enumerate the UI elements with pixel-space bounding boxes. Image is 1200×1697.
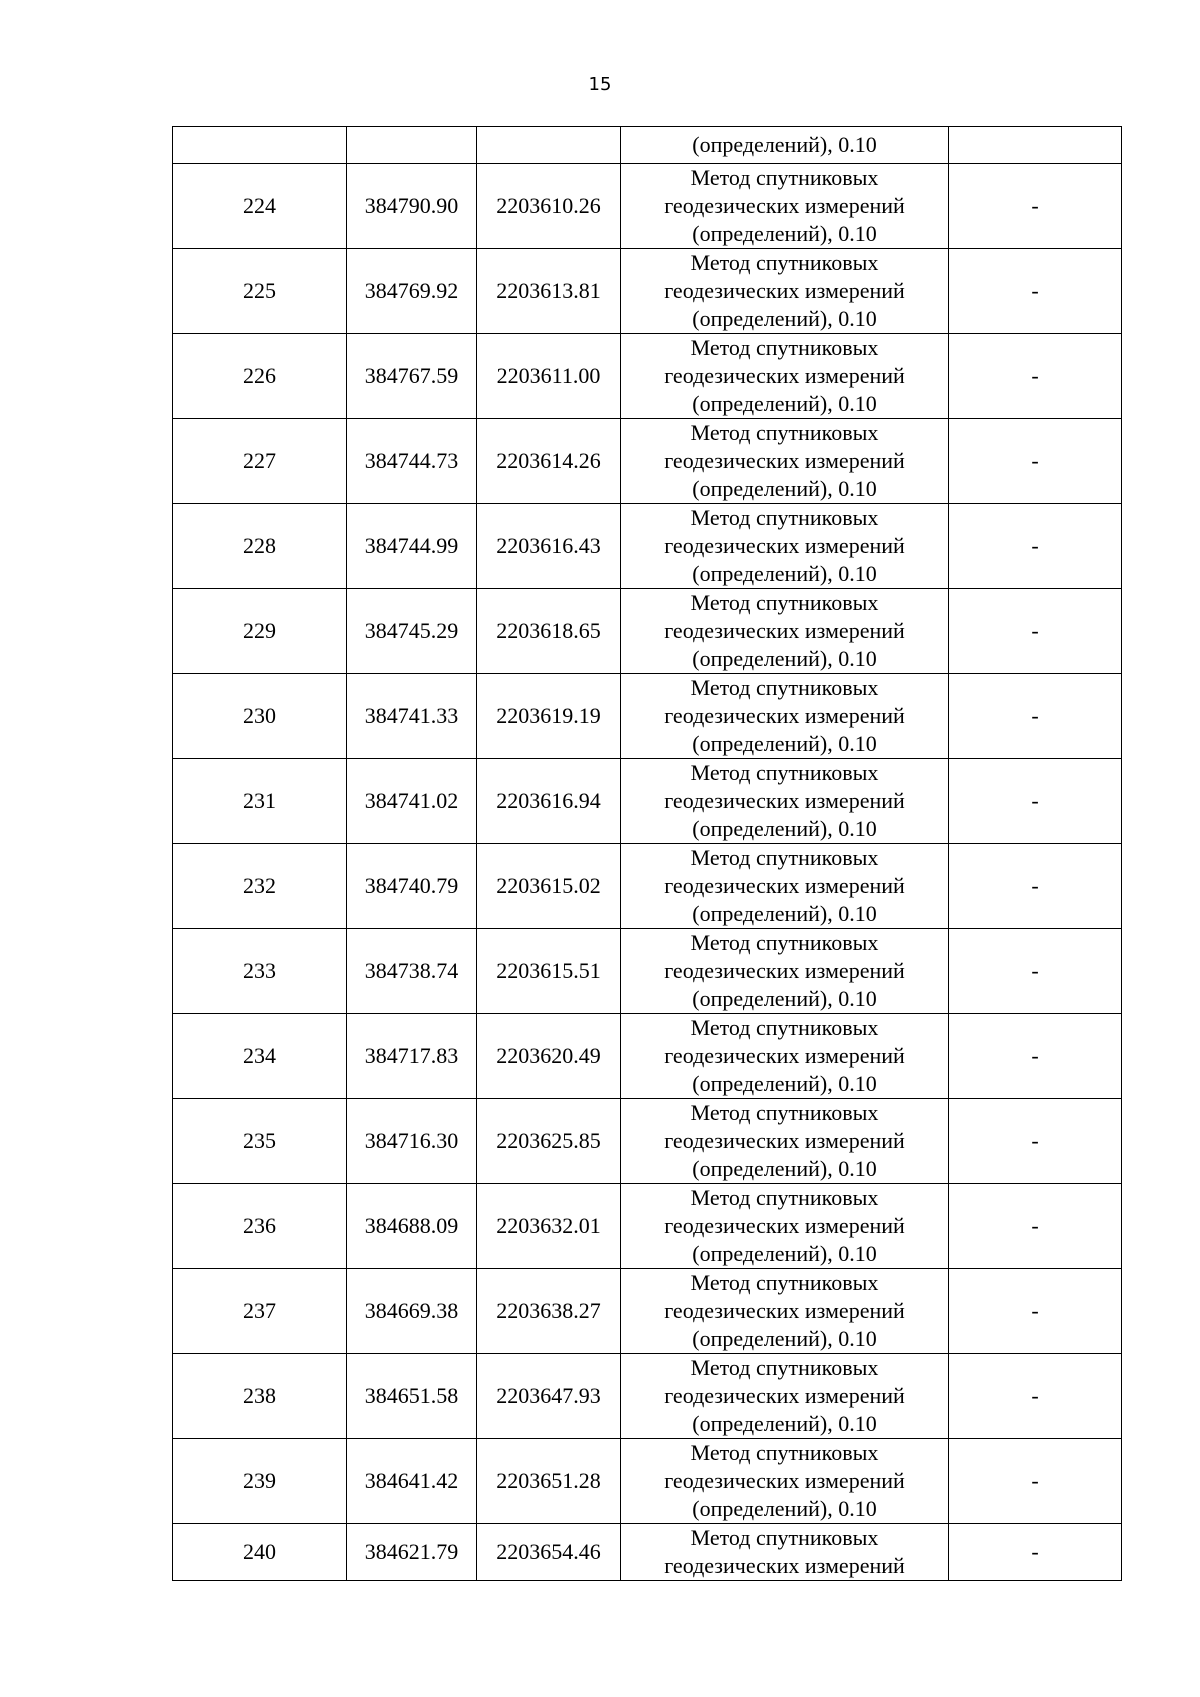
point-number-cell: 231 <box>173 759 347 844</box>
method-text-line: (определений), 0.10 <box>692 1496 877 1521</box>
method-text-line: геодезических измерений <box>664 363 905 388</box>
method-text-line: Метод спутниковых <box>690 1015 879 1040</box>
method-text-line: геодезических измерений <box>664 1213 905 1238</box>
method-text-line: (определений), 0.10 <box>692 306 877 331</box>
point-number-cell: 239 <box>173 1439 347 1524</box>
y-coordinate-cell: 2203647.93 <box>477 1354 621 1439</box>
method-text-line: Метод спутниковых <box>690 1525 879 1550</box>
x-coordinate-cell: 384621.79 <box>347 1524 477 1581</box>
method-text-line: Метод спутниковых <box>690 165 879 190</box>
x-coordinate-cell: 384744.73 <box>347 419 477 504</box>
method-text-line: (определений), 0.10 <box>692 1411 877 1436</box>
method-text-line: геодезических измерений <box>664 1553 905 1578</box>
x-coordinate-cell: 384688.09 <box>347 1184 477 1269</box>
method-cell <box>621 164 949 249</box>
point-number-cell: 224 <box>173 164 347 249</box>
coordinates-table <box>172 126 1122 1581</box>
method-text-line: (определений), 0.10 <box>692 901 877 926</box>
method-cell <box>621 127 949 164</box>
method-cell <box>621 1439 949 1524</box>
description-cell: - <box>949 1439 1122 1524</box>
point-number-cell: 229 <box>173 589 347 674</box>
point-number-cell: 225 <box>173 249 347 334</box>
method-cell <box>621 1354 949 1439</box>
y-coordinate-cell: 2203613.81 <box>477 249 621 334</box>
y-coordinate-cell: 2203654.46 <box>477 1524 621 1581</box>
method-text-line: геодезических измерений <box>664 533 905 558</box>
description-cell: - <box>949 504 1122 589</box>
method-text-line: Метод спутниковых <box>690 420 879 445</box>
point-number-cell: 233 <box>173 929 347 1014</box>
x-coordinate-cell: 384767.59 <box>347 334 477 419</box>
method-text-line: (определений), 0.10 <box>692 1156 877 1181</box>
table-row <box>173 589 1122 674</box>
y-coordinate-cell: 2203616.43 <box>477 504 621 589</box>
method-text-line: геодезических измерений <box>664 873 905 898</box>
method-cell <box>621 844 949 929</box>
page-number: 15 <box>588 74 612 95</box>
method-text-line: (определений), 0.10 <box>692 132 877 157</box>
description-cell: - <box>949 1184 1122 1269</box>
x-coordinate-cell <box>347 127 477 164</box>
method-cell <box>621 334 949 419</box>
method-text-line: (определений), 0.10 <box>692 476 877 501</box>
method-text-line: Метод спутниковых <box>690 1185 879 1210</box>
y-coordinate-cell: 2203616.94 <box>477 759 621 844</box>
method-text-line: (определений), 0.10 <box>692 646 877 671</box>
x-coordinate-cell: 384741.02 <box>347 759 477 844</box>
x-coordinate-cell: 384641.42 <box>347 1439 477 1524</box>
method-text-line: Метод спутниковых <box>690 845 879 870</box>
method-text-line: геодезических измерений <box>664 958 905 983</box>
method-text-line: (определений), 0.10 <box>692 561 877 586</box>
method-text-line: геодезических измерений <box>664 788 905 813</box>
table-body <box>173 127 1122 1581</box>
method-cell <box>621 674 949 759</box>
method-cell <box>621 1099 949 1184</box>
x-coordinate-cell: 384769.92 <box>347 249 477 334</box>
x-coordinate-cell: 384669.38 <box>347 1269 477 1354</box>
x-coordinate-cell: 384745.29 <box>347 589 477 674</box>
point-number-cell <box>173 127 347 164</box>
method-text-line: геодезических измерений <box>664 193 905 218</box>
table-row <box>173 1269 1122 1354</box>
method-text-line: геодезических измерений <box>664 618 905 643</box>
x-coordinate-cell: 384716.30 <box>347 1099 477 1184</box>
y-coordinate-cell: 2203610.26 <box>477 164 621 249</box>
table-row <box>173 929 1122 1014</box>
method-text-line: геодезических измерений <box>664 1043 905 1068</box>
method-text-line: геодезических измерений <box>664 1468 905 1493</box>
description-cell: - <box>949 164 1122 249</box>
point-number-cell: 237 <box>173 1269 347 1354</box>
table-row <box>173 249 1122 334</box>
table-row <box>173 334 1122 419</box>
method-text-line: Метод спутниковых <box>690 1270 879 1295</box>
method-cell <box>621 249 949 334</box>
table-row <box>173 504 1122 589</box>
method-cell <box>621 419 949 504</box>
y-coordinate-cell: 2203625.85 <box>477 1099 621 1184</box>
method-cell <box>621 759 949 844</box>
method-text-line: Метод спутниковых <box>690 250 879 275</box>
x-coordinate-cell: 384738.74 <box>347 929 477 1014</box>
method-text-line: геодезических измерений <box>664 448 905 473</box>
method-text-line: Метод спутниковых <box>690 335 879 360</box>
method-text-line: Метод спутниковых <box>690 675 879 700</box>
point-number-cell: 238 <box>173 1354 347 1439</box>
method-text-line: геодезических измерений <box>664 1383 905 1408</box>
description-cell: - <box>949 419 1122 504</box>
table-row <box>173 1354 1122 1439</box>
method-text-line: Метод спутниковых <box>690 505 879 530</box>
method-cell <box>621 504 949 589</box>
method-text-line: геодезических измерений <box>664 278 905 303</box>
description-cell: - <box>949 1014 1122 1099</box>
method-cell <box>621 589 949 674</box>
point-number-cell: 234 <box>173 1014 347 1099</box>
table-row-last <box>173 1524 1122 1581</box>
description-cell <box>949 127 1122 164</box>
description-cell: - <box>949 1269 1122 1354</box>
method-text-line: (определений), 0.10 <box>692 731 877 756</box>
method-text-line: (определений), 0.10 <box>692 391 877 416</box>
point-number-cell: 228 <box>173 504 347 589</box>
table-row <box>173 1184 1122 1269</box>
y-coordinate-cell: 2203615.02 <box>477 844 621 929</box>
table-row <box>173 674 1122 759</box>
point-number-cell: 227 <box>173 419 347 504</box>
y-coordinate-cell <box>477 127 621 164</box>
point-number-cell: 226 <box>173 334 347 419</box>
description-cell: - <box>949 844 1122 929</box>
method-cell <box>621 1524 949 1581</box>
table-row <box>173 844 1122 929</box>
y-coordinate-cell: 2203614.26 <box>477 419 621 504</box>
x-coordinate-cell: 384744.99 <box>347 504 477 589</box>
method-text-line: (определений), 0.10 <box>692 986 877 1011</box>
y-coordinate-cell: 2203619.19 <box>477 674 621 759</box>
y-coordinate-cell: 2203618.65 <box>477 589 621 674</box>
description-cell: - <box>949 589 1122 674</box>
method-text-line: Метод спутниковых <box>690 1100 879 1125</box>
description-cell: - <box>949 1099 1122 1184</box>
table-row-continuation <box>173 127 1122 164</box>
method-cell <box>621 1269 949 1354</box>
method-text-line: (определений), 0.10 <box>692 221 877 246</box>
y-coordinate-cell: 2203620.49 <box>477 1014 621 1099</box>
y-coordinate-cell: 2203611.00 <box>477 334 621 419</box>
method-text-line: геодезических измерений <box>664 703 905 728</box>
point-number-cell: 232 <box>173 844 347 929</box>
x-coordinate-cell: 384651.58 <box>347 1354 477 1439</box>
method-text-line: Метод спутниковых <box>690 930 879 955</box>
method-text-line: Метод спутниковых <box>690 1355 879 1380</box>
method-text-line: геодезических измерений <box>664 1298 905 1323</box>
x-coordinate-cell: 384717.83 <box>347 1014 477 1099</box>
description-cell: - <box>949 249 1122 334</box>
table-row <box>173 419 1122 504</box>
y-coordinate-cell: 2203615.51 <box>477 929 621 1014</box>
description-cell: - <box>949 334 1122 419</box>
point-number-cell: 240 <box>173 1524 347 1581</box>
point-number-cell: 236 <box>173 1184 347 1269</box>
description-cell: - <box>949 759 1122 844</box>
table-row <box>173 759 1122 844</box>
method-cell <box>621 1184 949 1269</box>
table-row <box>173 1099 1122 1184</box>
method-text-line: (определений), 0.10 <box>692 1241 877 1266</box>
table-row <box>173 1014 1122 1099</box>
method-text-line: Метод спутниковых <box>690 1440 879 1465</box>
method-cell <box>621 929 949 1014</box>
method-text-line: Метод спутниковых <box>690 760 879 785</box>
x-coordinate-cell: 384741.33 <box>347 674 477 759</box>
table-row <box>173 164 1122 249</box>
x-coordinate-cell: 384790.90 <box>347 164 477 249</box>
description-cell: - <box>949 674 1122 759</box>
table-row <box>173 1439 1122 1524</box>
method-text-line: геодезических измерений <box>664 1128 905 1153</box>
method-text-line: (определений), 0.10 <box>692 1326 877 1351</box>
y-coordinate-cell: 2203638.27 <box>477 1269 621 1354</box>
point-number-cell: 235 <box>173 1099 347 1184</box>
description-cell: - <box>949 1354 1122 1439</box>
method-cell <box>621 1014 949 1099</box>
method-text-line: (определений), 0.10 <box>692 816 877 841</box>
method-text-line: Метод спутниковых <box>690 590 879 615</box>
y-coordinate-cell: 2203632.01 <box>477 1184 621 1269</box>
method-text-line: (определений), 0.10 <box>692 1071 877 1096</box>
description-cell: - <box>949 1524 1122 1581</box>
x-coordinate-cell: 384740.79 <box>347 844 477 929</box>
description-cell: - <box>949 929 1122 1014</box>
point-number-cell: 230 <box>173 674 347 759</box>
y-coordinate-cell: 2203651.28 <box>477 1439 621 1524</box>
